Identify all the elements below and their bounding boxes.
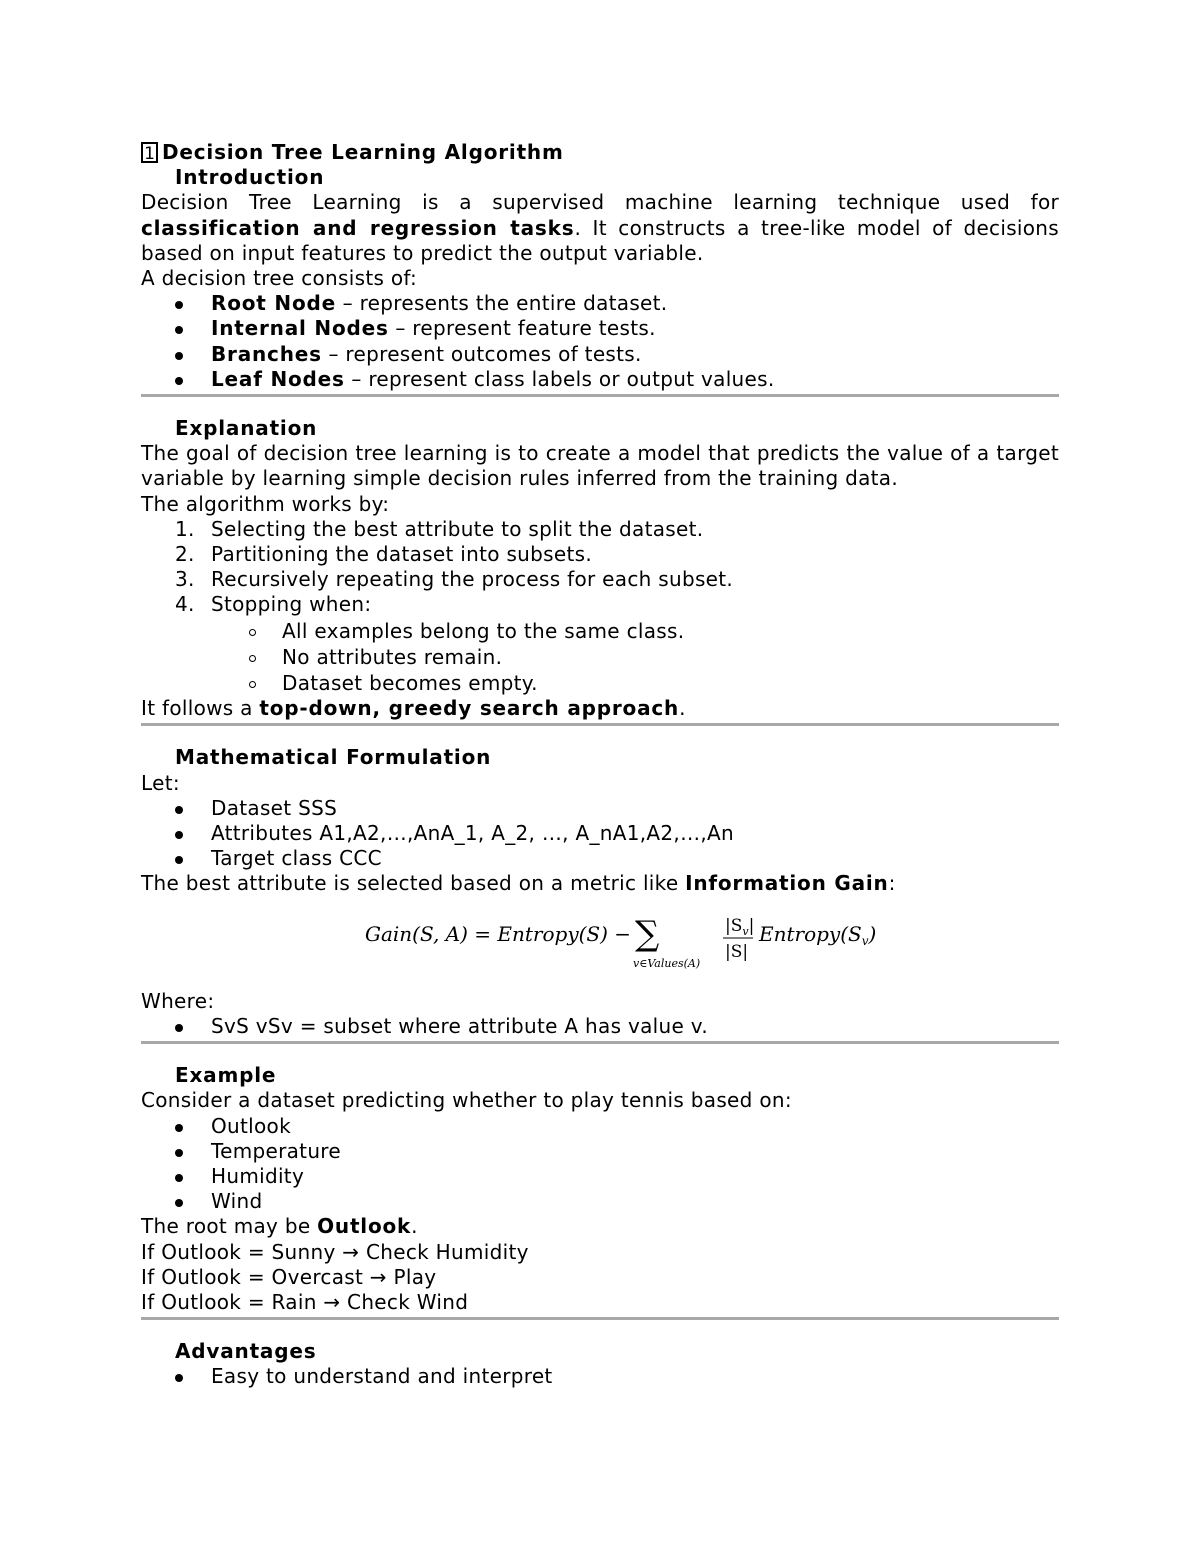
list-item (141, 517, 1059, 542)
list-item (141, 821, 1059, 846)
bullet-icon (175, 1124, 183, 1132)
list-item (141, 796, 1059, 821)
circle-bullet-icon (249, 681, 256, 688)
section-heading-math: Mathematical Formulation (175, 745, 492, 770)
step-number: 1. (175, 516, 195, 541)
algorithm-steps-list (141, 517, 1059, 618)
item-term: Leaf Nodes (211, 366, 345, 391)
rule-line: If Outlook = Sunny → Check Humidity (141, 1239, 529, 1264)
closing-bold-term: top-down, greedy search approach (259, 696, 680, 721)
explanation-closing (141, 696, 1059, 721)
formula-frac-num: $|S_v|$ (725, 915, 755, 938)
root-text-start: The root may be (141, 1214, 318, 1239)
bullet-icon (175, 1374, 183, 1382)
math-lead: Let: (141, 770, 180, 795)
item-desc: – represent feature tests. (388, 316, 656, 341)
formula-sum-symbol: ∑ (635, 913, 660, 954)
list-item (141, 645, 1059, 670)
bullet-icon (175, 326, 183, 334)
section-heading-introduction: Introduction (175, 165, 325, 190)
explanation-lead: The algorithm works by: (141, 491, 390, 516)
formula-frac-den: |S| (725, 941, 749, 962)
metric-sentence (141, 871, 1059, 896)
section-heading-explanation: Explanation (175, 416, 318, 441)
formula-block (141, 897, 1059, 989)
item-text: Temperature (211, 1138, 341, 1163)
feature-list (141, 1114, 1059, 1215)
stopping-conditions-list (141, 619, 1059, 697)
title-text: Decision Tree Learning Algorithm (162, 140, 564, 164)
item-text: SvS vSv = subset where attribute A has value v. (211, 1013, 708, 1038)
section-heading-example: Example (175, 1063, 277, 1088)
document-title (141, 140, 1059, 165)
step-text: Stopping when: (211, 592, 372, 617)
item-desc: – represent outcomes of tests. (321, 341, 642, 366)
section-heading-advantages: Advantages (175, 1339, 317, 1364)
list-item (141, 1164, 1059, 1189)
item-text: No attributes remain. (282, 644, 503, 669)
formula-rhs: $Entropy(S_v)$ (759, 921, 877, 948)
step-text: Recursively repeating the process for each subset. (211, 567, 734, 592)
explanation-paragraph: The goal of decision tree learning is to create a model that predicts the value of a target variable by learning simple decision rules inferred from the training data. (141, 441, 1059, 491)
item-text: Humidity (211, 1163, 305, 1188)
root-bold-term: Outlook (317, 1214, 412, 1239)
list-item (141, 671, 1059, 696)
root-text-end: . (411, 1214, 418, 1239)
formula-lhs: Gain(S, A) = Entropy(S) − (365, 921, 632, 946)
where-list (141, 1014, 1059, 1039)
where-label: Where: (141, 988, 215, 1013)
intro-bold-term: classification and regression tasks (141, 215, 575, 240)
item-term: Branches (211, 341, 322, 366)
item-desc: – represent class labels or output values. (344, 366, 775, 391)
section-divider (141, 1041, 1059, 1044)
step-number: 2. (175, 542, 195, 567)
item-desc: – represents the entire dataset. (335, 291, 668, 316)
item-text: Wind (211, 1189, 263, 1214)
rule-line: If Outlook = Rain → Check Wind (141, 1289, 469, 1314)
list-item (141, 567, 1059, 592)
list-item (141, 846, 1059, 871)
list-item (141, 1189, 1059, 1214)
step-number: 3. (175, 567, 195, 592)
formula-sum-subscript: v∈Values(A) (633, 956, 701, 969)
item-text: Easy to understand and interpret (211, 1364, 553, 1389)
metric-text-end: : (888, 871, 896, 896)
intro-text-end: . It constructs a tree-like model of decisions based on input features to predict the output variable. (141, 215, 1060, 265)
section-divider (141, 1317, 1059, 1320)
section-divider (141, 723, 1059, 726)
list-item (141, 316, 1059, 341)
list-item (141, 592, 1059, 617)
list-item (141, 291, 1059, 316)
item-term: Internal Nodes (211, 316, 389, 341)
rule-line: If Outlook = Overcast → Play (141, 1264, 437, 1289)
circle-bullet-icon (249, 655, 256, 662)
item-text: Outlook (211, 1113, 291, 1138)
document-body (141, 140, 1059, 1390)
bullet-icon (175, 1149, 183, 1157)
item-term: Root Node (211, 291, 336, 316)
information-gain-formula (365, 911, 895, 969)
step-text: Partitioning the dataset into subsets. (211, 542, 592, 567)
bullet-icon (175, 806, 183, 814)
list-item (141, 367, 1059, 392)
node-type-list (141, 291, 1059, 392)
list-item (141, 619, 1059, 644)
bullet-icon (175, 377, 183, 385)
bullet-icon (175, 352, 183, 360)
intro-lead: A decision tree consists of: (141, 266, 418, 291)
section-divider (141, 394, 1059, 397)
list-item (141, 1364, 1059, 1389)
step-number: 4. (175, 592, 195, 617)
bullet-icon (175, 1174, 183, 1182)
list-item (141, 342, 1059, 367)
step-text: Selecting the best attribute to split the dataset. (211, 516, 704, 541)
metric-text-start: The best attribute is selected based on a metric like (141, 871, 686, 896)
circle-bullet-icon (249, 629, 256, 636)
bullet-icon (175, 1199, 183, 1207)
bullet-icon (175, 856, 183, 864)
advantages-list (141, 1364, 1059, 1389)
list-item (141, 1114, 1059, 1139)
closing-text-start: It follows a (141, 696, 260, 721)
root-sentence (141, 1214, 1059, 1239)
math-definitions-list (141, 796, 1059, 872)
bullet-icon (175, 301, 183, 309)
list-item (141, 1139, 1059, 1164)
item-text: Dataset becomes empty. (282, 671, 538, 696)
list-item (141, 542, 1059, 567)
example-lead: Consider a dataset predicting whether to play tennis based on: (141, 1088, 792, 1113)
intro-text-start: Decision Tree Learning is a supervised machine learning technique used for (141, 190, 1059, 215)
item-text: Target class CCC (211, 846, 382, 871)
intro-paragraph (141, 190, 1059, 266)
item-text: All examples belong to the same class. (282, 618, 685, 643)
item-text: Dataset SSS (211, 795, 338, 820)
item-text: Attributes A1,A2,…,AnA_1, A_2, …, A_nA1,A2,…,An (211, 821, 734, 846)
bullet-icon (175, 1024, 183, 1032)
closing-text-end: . (679, 696, 686, 721)
keycap-number-icon: 1 (141, 142, 158, 163)
list-item (141, 1014, 1059, 1039)
bullet-icon (175, 831, 183, 839)
metric-bold-term: Information Gain (685, 871, 889, 896)
